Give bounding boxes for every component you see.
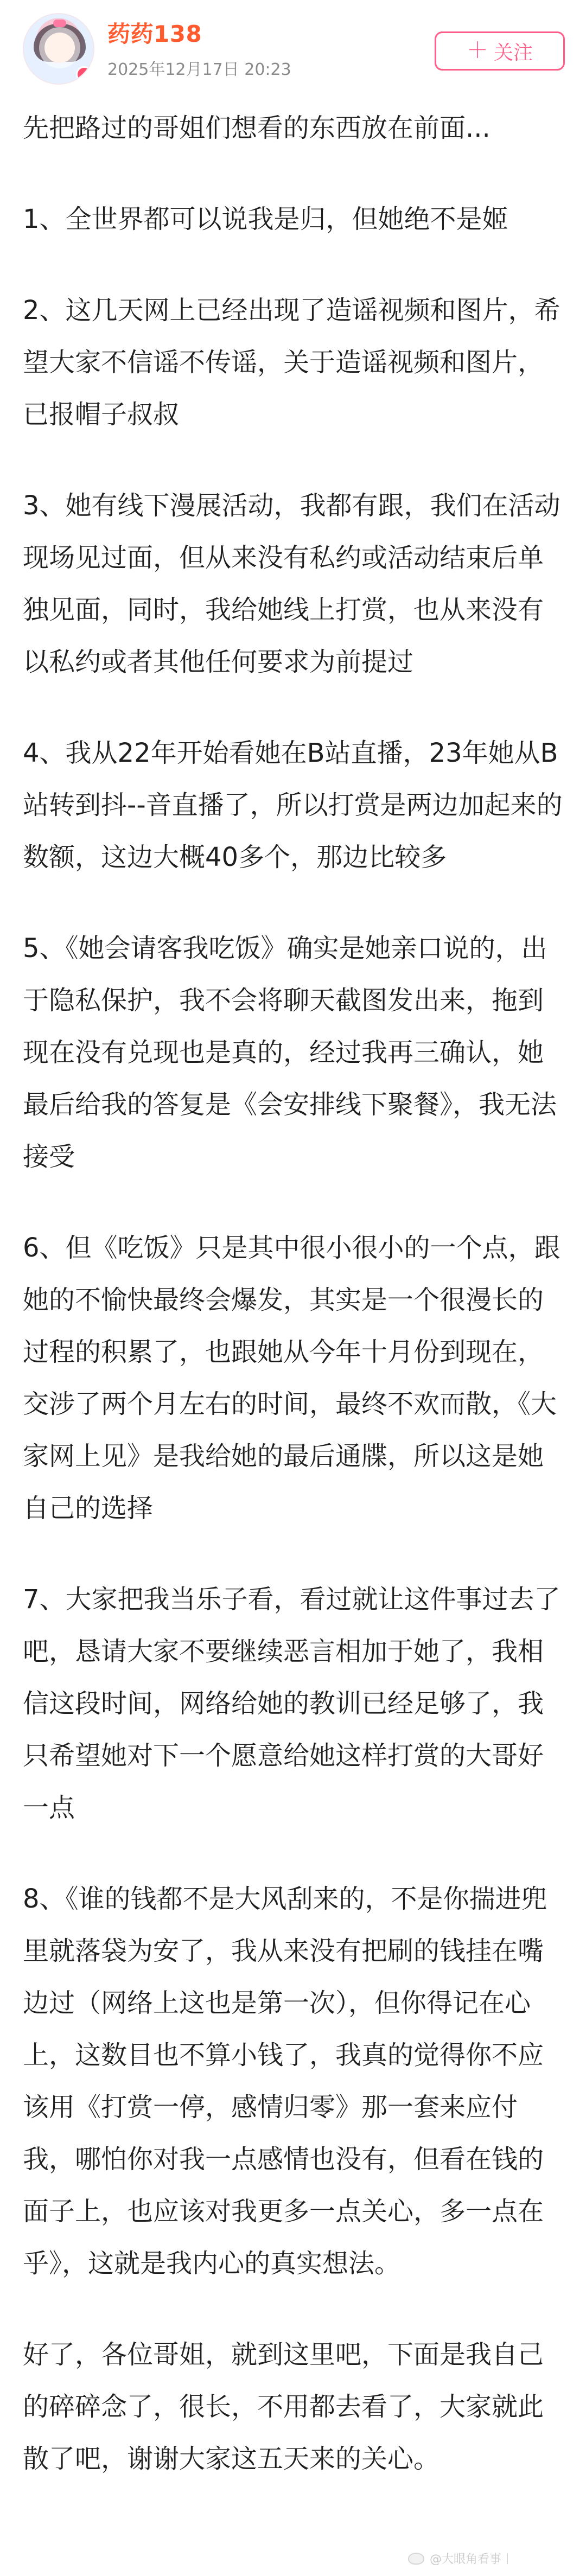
author-name[interactable]: 药药138	[107, 21, 202, 47]
watermark-text: @大眼角看事	[430, 2553, 502, 2566]
author-avatar[interactable]	[23, 13, 94, 85]
verified-badge-icon	[76, 66, 92, 82]
watermark-divider	[507, 2553, 508, 2564]
post-timestamp: 2025年12月17日 20:23	[107, 60, 291, 79]
intro-paragraph: 先把路过的哥姐们想看的东西放在前面...	[23, 113, 491, 143]
point-5-paragraph: 5、《她会请客我吃饭》确实是她亲口说的，出于隐私保护，我不会将聊天截图发出来，拖到现在没有兑现也是真的，经过我再三确认，她最后给我的答复是《会安排线下聚餐》，我无法接受	[23, 933, 557, 1172]
point-1-paragraph: 1、全世界都可以说我是归，但她绝不是姬	[23, 204, 508, 234]
point-4-paragraph: 4、我从22年开始看她在B站直播，23年她从B站转到抖--音直播了，所以打赏是两边加起来的数额，这边大概40多个，那边比较多	[23, 738, 563, 872]
post-content	[23, 102, 565, 2524]
follow-button-label: 关注	[493, 41, 533, 63]
plus-icon: ＋	[466, 39, 488, 62]
weibo-watermark	[408, 2550, 508, 2567]
avatar-face-shape	[44, 33, 75, 63]
point-7-paragraph: 7、大家把我当乐子看，看过就让这件事过去了吧，恳请大家不要继续恶言相加于她了，我相信这段时间，网络给她的教训已经足够了，我只希望她对下一个愿意给她这样打赏的大哥好一点	[23, 1584, 560, 1823]
point-2-paragraph: 2、这几天网上已经出现了造谣视频和图片，希望大家不信谣不传谣，关于造谣视频和图片，已报帽子叔叔	[23, 295, 560, 430]
point-6-paragraph: 6、但《吃饭》只是其中很小很小的一个点，跟她的不愉快最终会爆发，其实是一个很漫长的过程的积累了，也跟她从今年十月份到现在，交涉了两个月左右的时间，最终不欢而散，《大家网上见》是我给她的最后通牒，所以这是她自己的选择	[23, 1233, 560, 1523]
post-header	[0, 0, 586, 98]
follow-button[interactable]	[435, 31, 565, 71]
closing-paragraph: 好了，各位哥姐，就到这里吧，下面是我自己的碎碎念了，很长，不用都去看了，大家就此散了吧，谢谢大家这五天来的关心。	[23, 2339, 544, 2474]
avatar-bow-shape	[53, 20, 66, 27]
weibo-logo-icon	[408, 2553, 424, 2565]
point-3-paragraph: 3、她有线下漫展活动，我都有跟，我们在活动现场见过面，但从来没有私约或活动结束后单独见面，同时，我给她线上打赏，也从来没有以私约或者其他任何要求为前提过	[23, 490, 560, 677]
point-8-paragraph: 8、《谁的钱都不是大风刮来的，不是你揣进兜里就落袋为安了，我从来没有把刷的钱挂在嘴边过（网络上这也是第一次），但你得记在心上，这数目也不算小钱了，我真的觉得你不应该用《打赏一停，感情归零》那一套来应付我，哪怕你对我一点感情也没有，但看在钱的面子上，也应该对我更多一点关心，多一点在乎》，这就是我内心的真实想法。	[23, 1884, 547, 2279]
